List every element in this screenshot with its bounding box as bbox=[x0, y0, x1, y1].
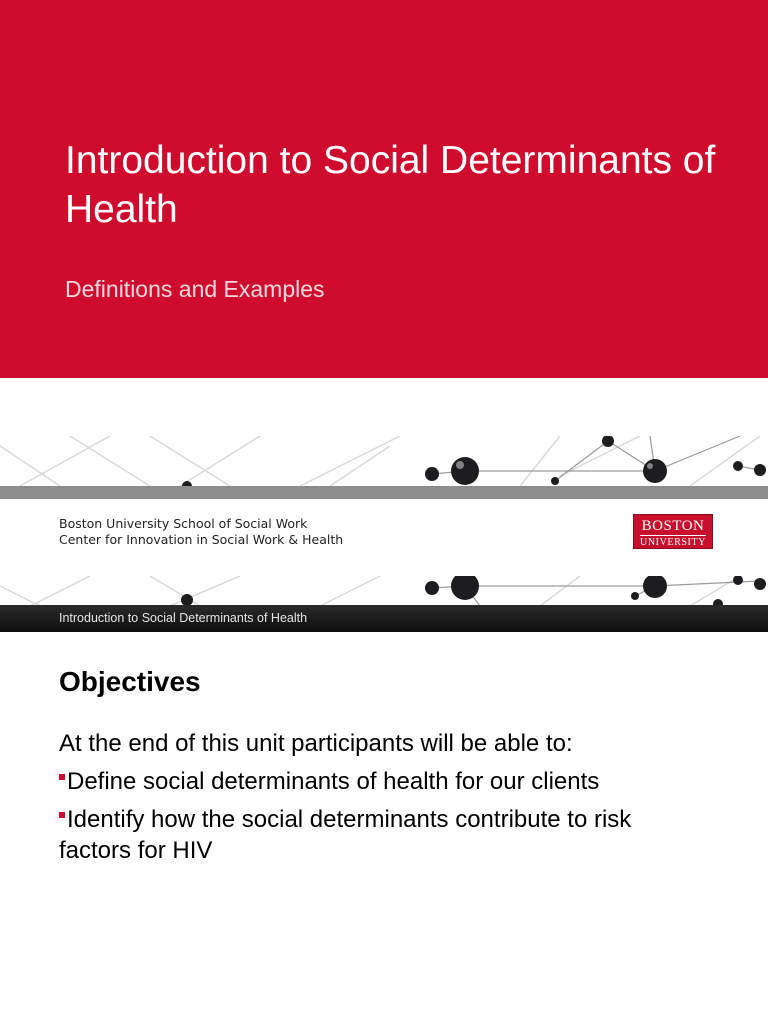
logo-line-university: UNIVERSITY bbox=[640, 537, 706, 548]
objectives-heading: Objectives bbox=[59, 666, 201, 697]
slide-title: Introduction to Social Determinants of Health bbox=[65, 139, 716, 231]
slide-subtitle: Definitions and Examples bbox=[65, 276, 325, 302]
list-item bbox=[59, 766, 699, 797]
boston-university-logo bbox=[633, 514, 713, 549]
molecule-network-graphic bbox=[0, 436, 768, 486]
bullet-text: Define social determinants of health for our clients bbox=[67, 768, 600, 795]
bullet-square-icon bbox=[59, 812, 65, 818]
objectives-intro: At the end of this unit participants will be able to: bbox=[59, 730, 573, 757]
divider-bar bbox=[0, 486, 768, 499]
objectives-slide bbox=[0, 632, 768, 1024]
bullet-square-icon bbox=[59, 774, 65, 780]
list-item bbox=[59, 804, 699, 866]
center-name: Center for Innovation in Social Work & Health bbox=[59, 532, 344, 547]
footer-bar bbox=[0, 605, 768, 632]
bullet-text: Identify how the social determinants contribute to risk factors for HIV bbox=[59, 806, 632, 864]
footer-title: Introduction to Social Determinants of Health bbox=[59, 611, 308, 625]
school-name: Boston University School of Social Work bbox=[59, 516, 308, 531]
title-banner bbox=[0, 0, 768, 378]
objectives-list bbox=[59, 766, 699, 873]
molecule-network-graphic-lower bbox=[0, 576, 768, 606]
logo-line-boston: BOSTON bbox=[641, 518, 705, 534]
